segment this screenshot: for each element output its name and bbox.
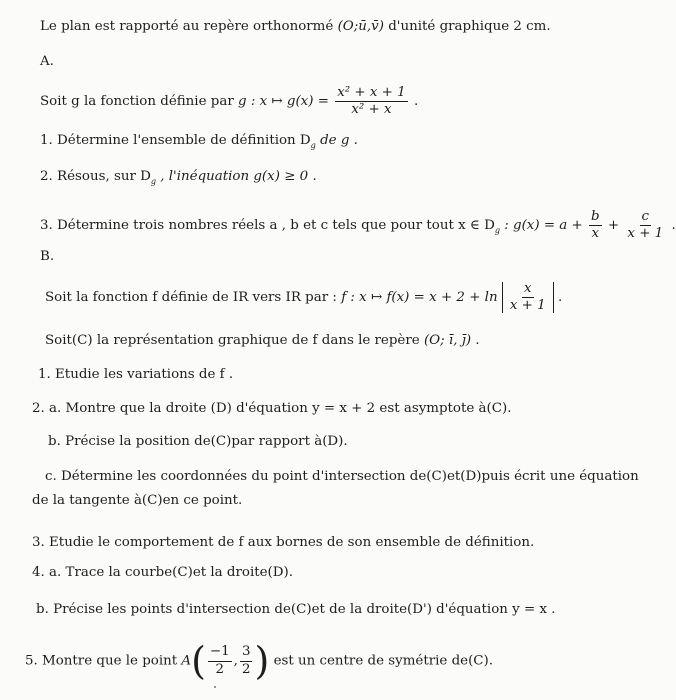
question-b5-text: 5. Montre que le point — [25, 653, 178, 669]
def-g-numerator: x² + x + 1 — [335, 86, 407, 102]
question-a1 — [40, 134, 358, 150]
point-a-x-fraction — [208, 645, 232, 676]
intro-text: Le plan est rapporté au repère orthonormé — [40, 19, 334, 34]
curve-repere: (O; ī, j̄) . — [423, 333, 480, 348]
def-f-abs — [502, 282, 554, 313]
def-g-fraction — [335, 86, 407, 117]
fraction-b-x — [589, 210, 602, 241]
question-b5: 5. Montre que le point A( $\frac{-1}{2}$ , $\frac{3}{2}$ ) est un centre de symétrie de(C). — [25, 639, 494, 683]
question-a1-text: 1. Détermine l'ensemble de définition D — [40, 133, 311, 148]
part-a-definition — [40, 86, 418, 117]
point-a-x-num: −1 — [208, 645, 232, 661]
def-g-end: . — [413, 94, 419, 110]
scan-dot — [214, 686, 216, 688]
fraction-b-num: b — [589, 210, 602, 226]
def-g-map: g : x ↦ g(x) = — [238, 94, 329, 110]
question-b1: 1. Etudie les variations de f . — [38, 367, 234, 382]
def-f-fraction — [508, 282, 548, 313]
intro-line — [40, 20, 551, 33]
question-b2b: b. Précise la position de(C)par rapport à(D). — [48, 434, 348, 449]
def-f-map: f : x ↦ f(x) = x + 2 + ln — [341, 290, 498, 306]
question-a3-eq: : g(x) = a + — [504, 218, 583, 234]
def-g-denominator: x² + x — [351, 102, 392, 118]
intro-unit: d'unité graphique 2 cm. — [388, 19, 551, 34]
question-a3-plus: + — [607, 218, 620, 234]
def-g-text: Soit g la fonction définie par — [40, 94, 234, 110]
question-b2c-line2: de la tangente à(C)en ce point. — [32, 493, 243, 508]
curve-definition-text: Soit(C) la représentation graphique de f dans le repère — [45, 333, 420, 348]
question-a1-end: de g . — [320, 133, 358, 148]
point-a-open-paren: ( — [191, 639, 206, 683]
question-a2-sub: g — [150, 177, 156, 186]
curve-definition — [45, 334, 480, 347]
question-a2-end: , l'inéquation g(x) ≥ 0 . — [160, 169, 317, 184]
def-f-text: Soit la fonction f définie de IR vers IR par : — [45, 290, 337, 306]
def-f-denominator: x + 1 — [509, 298, 546, 314]
def-f-numerator: x — [522, 282, 534, 298]
point-a-x-den: 2 — [215, 661, 225, 677]
question-b5-end: est un centre de symétrie de(C). — [273, 653, 494, 669]
point-a-y-den: 2 — [241, 661, 251, 677]
question-b3: 3. Etudie le comportement de f aux bornes de son ensemble de définition. — [32, 535, 535, 550]
part-b-label: B. — [40, 249, 55, 264]
question-b2c-line1: c. Détermine les coordonnées du point d'intersection de(C)et(D)puis écrit une équation — [45, 469, 639, 484]
fraction-b-den: x — [591, 226, 600, 242]
point-a-close-paren: ) — [254, 639, 270, 683]
question-a3 — [40, 210, 676, 241]
intro-repere: (O;ū,v̄) — [337, 19, 384, 34]
question-b2a: 2. a. Montre que la droite (D) d'équation y = x + 2 est asymptote à(C). — [32, 401, 512, 416]
fraction-c-x1 — [625, 210, 665, 241]
question-a3-sub: g — [494, 226, 500, 236]
point-a-y-num: 3 — [240, 645, 253, 661]
question-a3-end: . — [671, 218, 676, 234]
def-f-end: . — [557, 290, 563, 306]
point-a-y-fraction — [240, 645, 253, 676]
question-a2-text: 2. Résous, sur D — [40, 169, 151, 184]
question-a2 — [40, 170, 317, 186]
fraction-c-den: x + 1 — [627, 226, 664, 242]
question-b4b: b. Précise les points d'intersection de(C)et de la droite(D') d'équation y = x . — [36, 602, 556, 617]
part-a-label: A. — [40, 54, 54, 69]
question-b4a: 4. a. Trace la courbe(C)et la droite(D). — [32, 565, 293, 580]
fraction-c-num: c — [640, 210, 652, 226]
question-a1-sub: g — [310, 141, 316, 150]
question-a3-text: 3. Détermine trois nombres réels a , b et c tels que pour tout x ∈ D — [40, 218, 495, 234]
point-a-label: A — [181, 653, 192, 669]
part-b-definition — [45, 282, 562, 313]
